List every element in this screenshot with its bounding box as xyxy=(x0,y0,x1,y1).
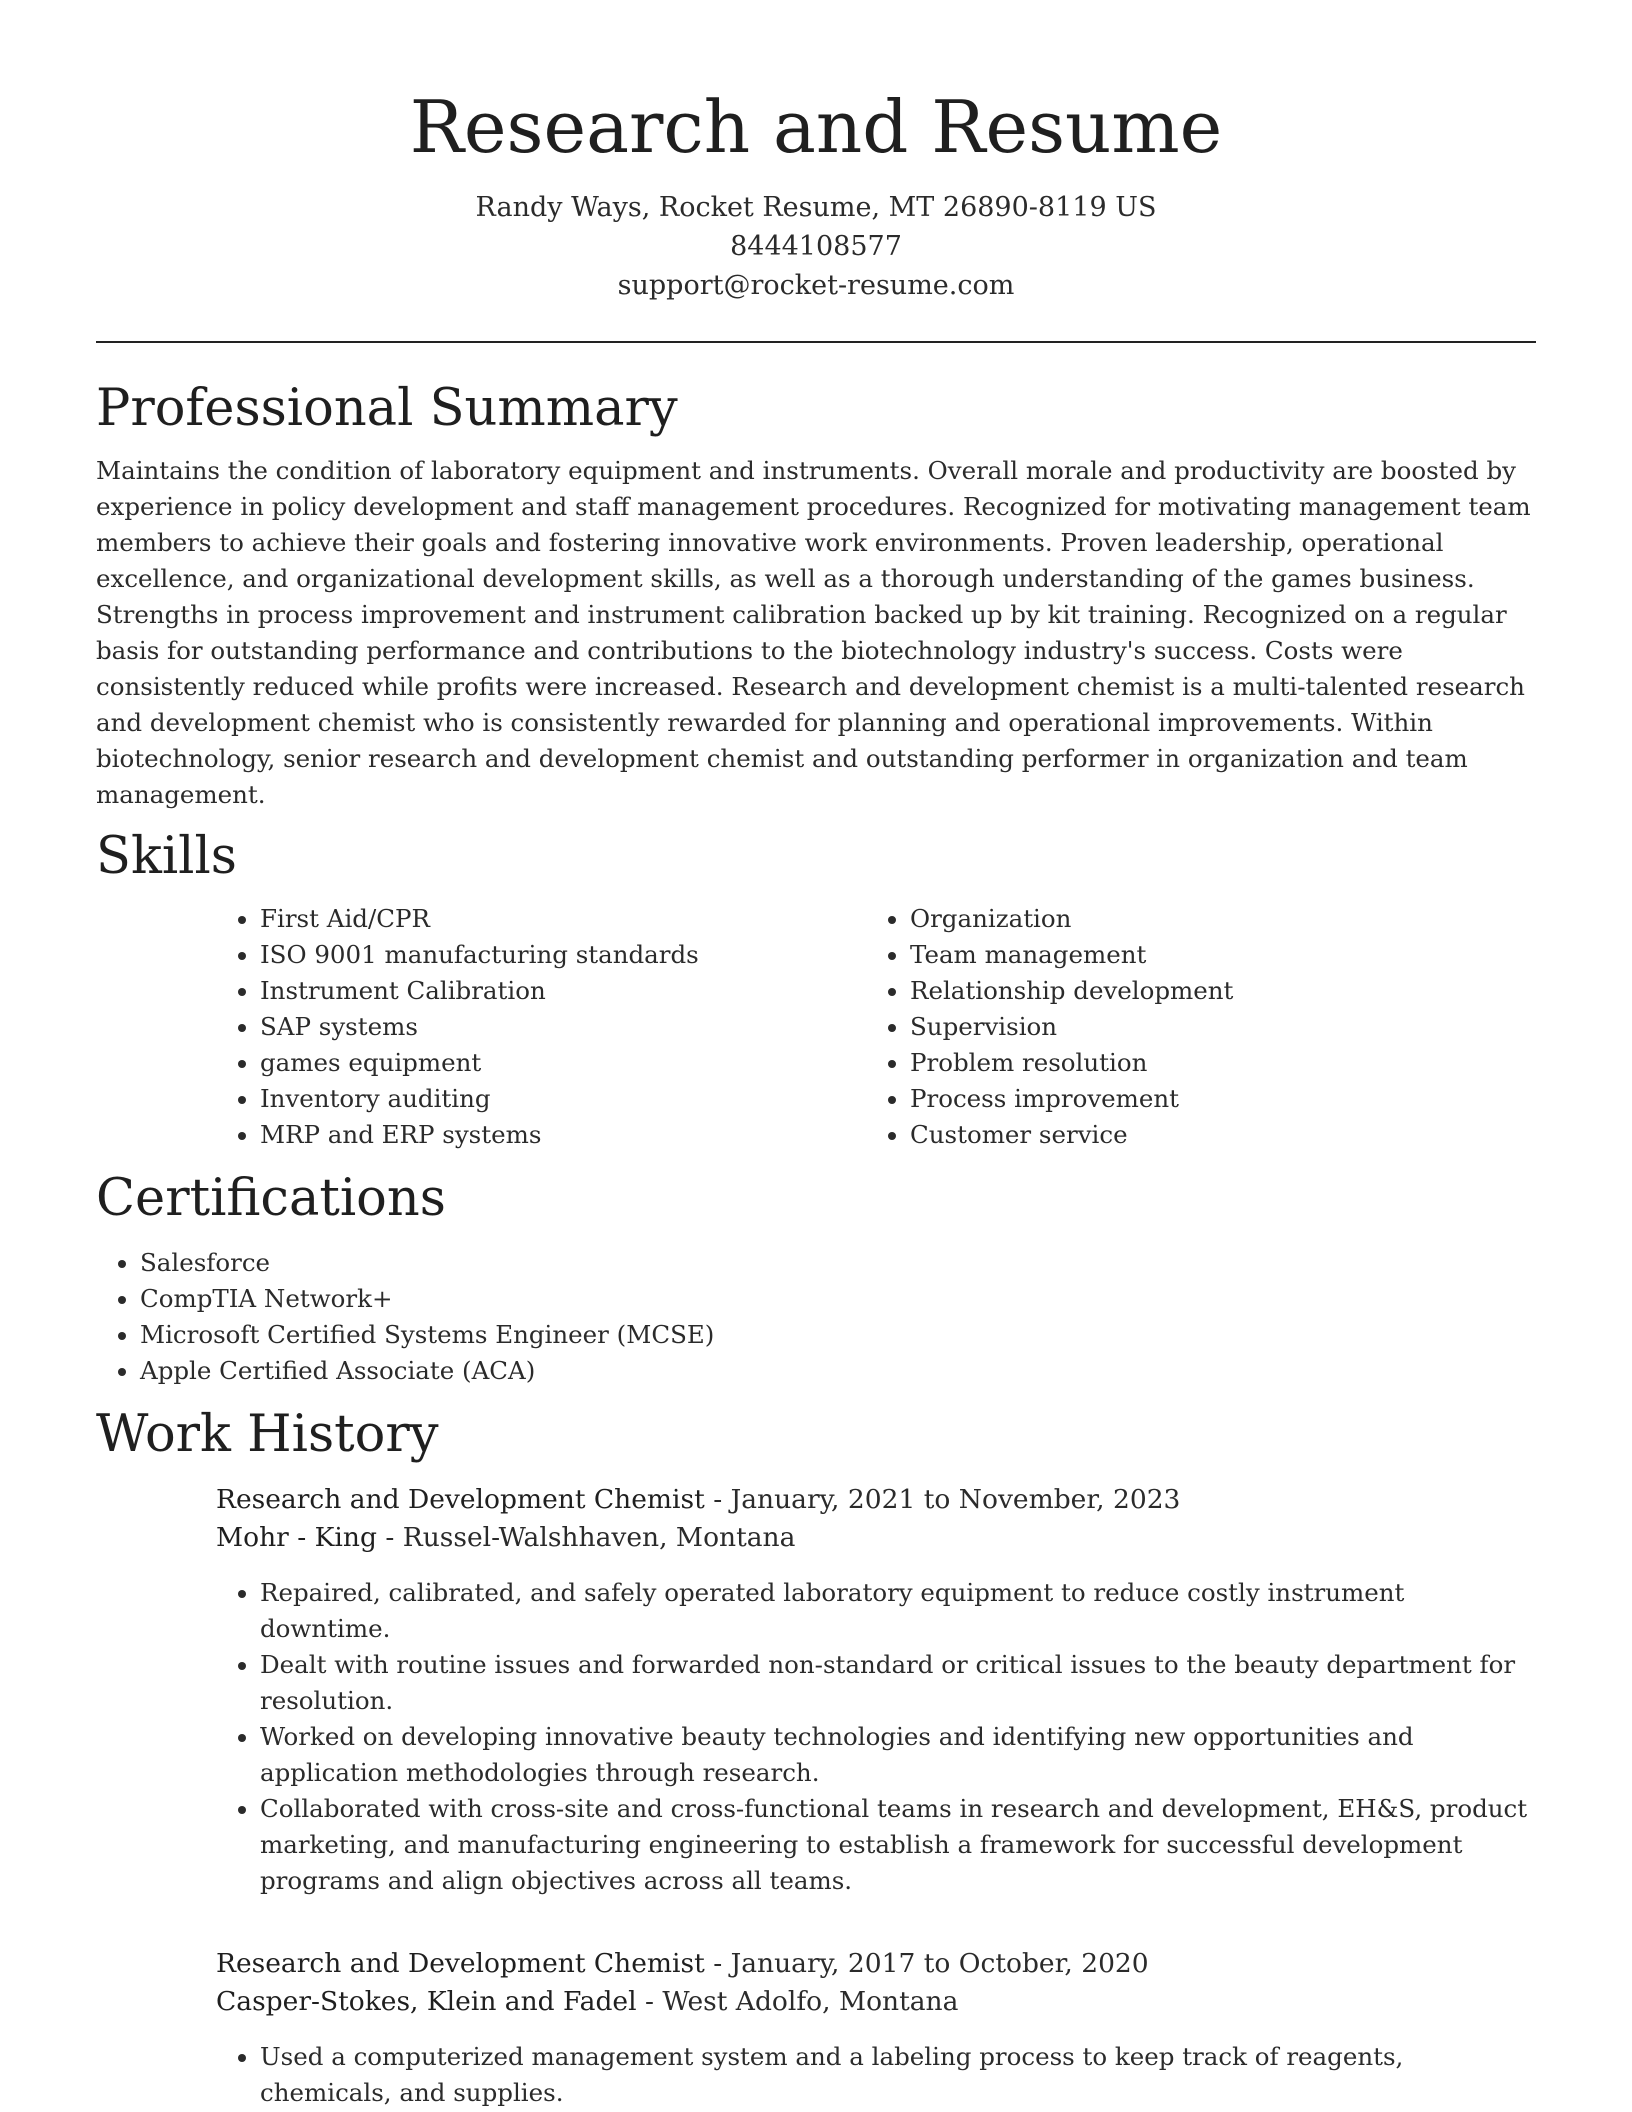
skill-item: • MRP and ERP systems xyxy=(260,1117,866,1153)
job-title: Research and Development Chemist xyxy=(216,1484,705,1515)
job-company: Mohr - King xyxy=(216,1522,377,1553)
skill-item: • SAP systems xyxy=(260,1009,866,1045)
contact-address: Randy Ways, Rocket Resume, MT 26890-8119 US xyxy=(475,192,1157,223)
skills-heading: Skills xyxy=(96,827,237,886)
job-dates: - January, 2017 to October, 2020 xyxy=(704,1948,1149,1979)
job-title: Research and Development Chemist xyxy=(216,1948,705,1979)
job-bullets xyxy=(216,2039,1536,2111)
job-bullet: • Collaborated with cross-site and cross-functional teams in research and development, EH&S, product marketing, and manufacturing engineering to establish a framework for successful development programs and align objectives across all teams. xyxy=(260,1791,1536,1899)
job-bullet: • Dealt with routine issues and forwarded non-standard or critical issues to the beauty department for resolution. xyxy=(260,1647,1536,1719)
summary-section xyxy=(96,379,1536,813)
contact-phone: 8444108577 xyxy=(730,231,902,262)
skill-item: • Customer service xyxy=(910,1117,1516,1153)
certifications-list xyxy=(96,1245,1536,1389)
job-bullets xyxy=(216,1575,1536,1899)
skill-item: • Relationship development xyxy=(910,973,1516,1009)
skill-item: • Process improvement xyxy=(910,1081,1516,1117)
skills-list-left xyxy=(216,901,866,1153)
contact-email: support@rocket-resume.com xyxy=(617,270,1015,301)
skills-column-right xyxy=(866,901,1516,1153)
skills-list-right xyxy=(866,901,1516,1153)
skill-item: • Supervision xyxy=(910,1009,1516,1045)
work-history-section xyxy=(96,1405,1536,2111)
job-entry xyxy=(216,1481,1536,1899)
summary-text: Maintains the condition of laboratory equipment and instruments. Overall morale and productivity are boosted by experience in policy development and staff management procedures. Recognized for motivating management team members to achieve their goals and fostering innovative work environments. Proven leadership, operational excellence, and organizational development skills, as well as a thorough understanding of the games business. Strengths in process improvement and instrument calibration backed up by kit training. Recognized on a regular basis for outstanding performance and contributions to the biotechnology industry's success. Costs were consistently reduced while profits were increased. Research and development chemist is a multi-talented research and development chemist who is consistently rewarded for planning and operational improvements. Within biotechnology, senior research and development chemist and outstanding performer in organization and team management. xyxy=(96,456,1531,809)
skill-item: • Instrument Calibration xyxy=(260,973,866,1009)
job-title-line xyxy=(216,1481,1536,1519)
skill-item: • Organization xyxy=(910,901,1516,937)
job-bullet: • Used a computerized management system and a labeling process to keep track of reagents, chemicals, and supplies. xyxy=(260,2039,1536,2111)
skill-item: • games equipment xyxy=(260,1045,866,1081)
job-company: Casper-Stokes, Klein and Fadel xyxy=(216,1986,637,2017)
job-title-line xyxy=(216,1945,1536,1983)
job-bullet: • Worked on developing innovative beauty technologies and identifying new opportunities and application methodologies through research. xyxy=(260,1719,1536,1791)
skills-grid xyxy=(216,901,1536,1153)
skill-item: • Problem resolution xyxy=(910,1045,1516,1081)
skill-item: • Inventory auditing xyxy=(260,1081,866,1117)
job-company-line xyxy=(216,1983,1536,2021)
job-location: - West Adolfo, Montana xyxy=(636,1986,959,2017)
certifications-heading: Certifications xyxy=(96,1169,446,1228)
certification-item: • CompTIA Network+ xyxy=(140,1281,1536,1317)
certification-item: • Apple Certified Associate (ACA) xyxy=(140,1353,1536,1389)
header-divider xyxy=(96,341,1536,343)
job-location: - Russel-Walshhaven, Montana xyxy=(376,1522,796,1553)
job-entry xyxy=(216,1945,1536,2111)
job-dates: - January, 2021 to November, 2023 xyxy=(704,1484,1181,1515)
skills-column-left xyxy=(216,901,866,1153)
certification-item: • Microsoft Certified Systems Engineer (MCSE) xyxy=(140,1317,1536,1353)
contact-block xyxy=(96,188,1536,305)
work-history-heading: Work History xyxy=(96,1405,439,1464)
certifications-section xyxy=(96,1169,1536,1389)
skill-item: • ISO 9001 manufacturing standards xyxy=(260,937,866,973)
resume-title: Research and Resume xyxy=(409,85,1223,169)
skill-item: • Team management xyxy=(910,937,1516,973)
summary-heading: Professional Summary xyxy=(96,379,678,438)
job-bullet: • Repaired, calibrated, and safely operated laboratory equipment to reduce costly instrument downtime. xyxy=(260,1575,1536,1647)
skills-section xyxy=(96,827,1536,1153)
skill-item: • First Aid/CPR xyxy=(260,901,866,937)
job-company-line xyxy=(216,1519,1536,1557)
certification-item: • Salesforce xyxy=(140,1245,1536,1281)
